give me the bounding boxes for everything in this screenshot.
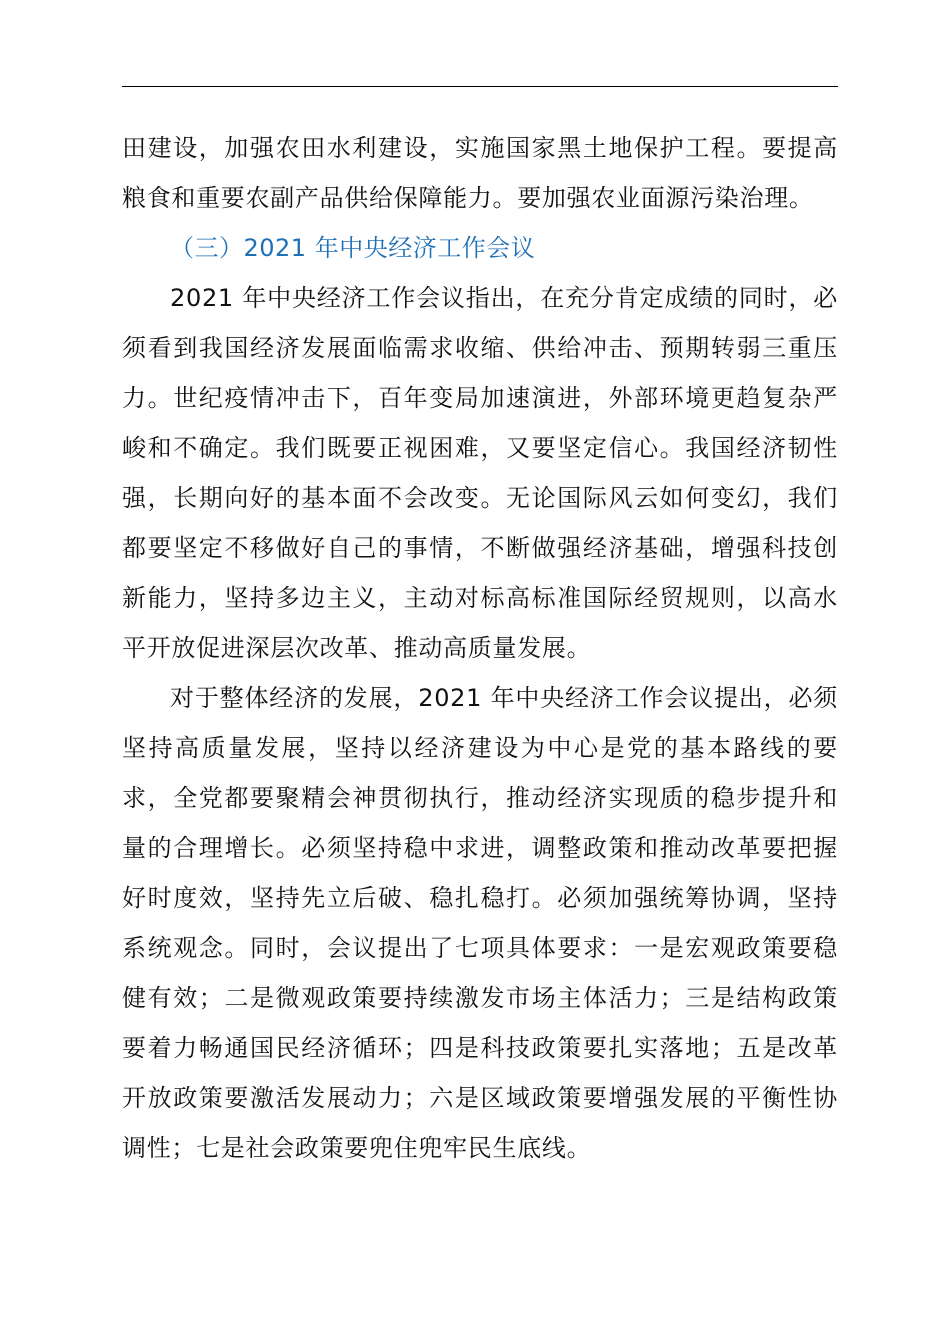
paragraph-economic-requirements: 对于整体经济的发展，2021 年中央经济工作会议提出，必须坚持高质量发展，坚持以经济建设为中心是党的基本路线的要求，全党都要聚精会神贯彻执行，推动经济实现质的稳步提升和量的合理增长。必须坚持稳中求进，调整政策和推动改革要把握好时度效，坚持先立后破、稳扎稳打。必须加强统筹协调，坚持系统观念。同时，会议提出了七项具体要求：一是宏观政策要稳健有效；二是微观政策要持续激发市场主体活力；三是结构政策要着力畅通国民经济循环；四是科技政策要扎实落地；五是改革开放政策要激活发展动力；六是区域政策要增强发展的平衡性协调性；七是社会政策要兜住兜牢民生底线。	[122, 684, 838, 1162]
section-heading: （三）2021 年中央经济工作会议	[170, 234, 536, 262]
header-rule	[122, 86, 838, 87]
paragraph-continuation: 田建设，加强农田水利建设，实施国家黑土地保护工程。要提高粮食和重要农副产品供给保障能力。要加强农业面源污染治理。	[122, 134, 838, 212]
document-body	[122, 123, 838, 1173]
paragraph-conference-summary: 2021 年中央经济工作会议指出，在充分肯定成绩的同时，必须看到我国经济发展面临需求收缩、供给冲击、预期转弱三重压力。世纪疫情冲击下，百年变局加速演进，外部环境更趋复杂严峻和不确定。我们既要正视困难，又要坚定信心。我国经济韧性强，长期向好的基本面不会改变。无论国际风云如何变幻，我们都要坚定不移做好自己的事情，不断做强经济基础，增强科技创新能力，坚持多边主义，主动对标高标准国际经贸规则，以高水平开放促进深层次改革、推动高质量发展。	[122, 284, 838, 662]
